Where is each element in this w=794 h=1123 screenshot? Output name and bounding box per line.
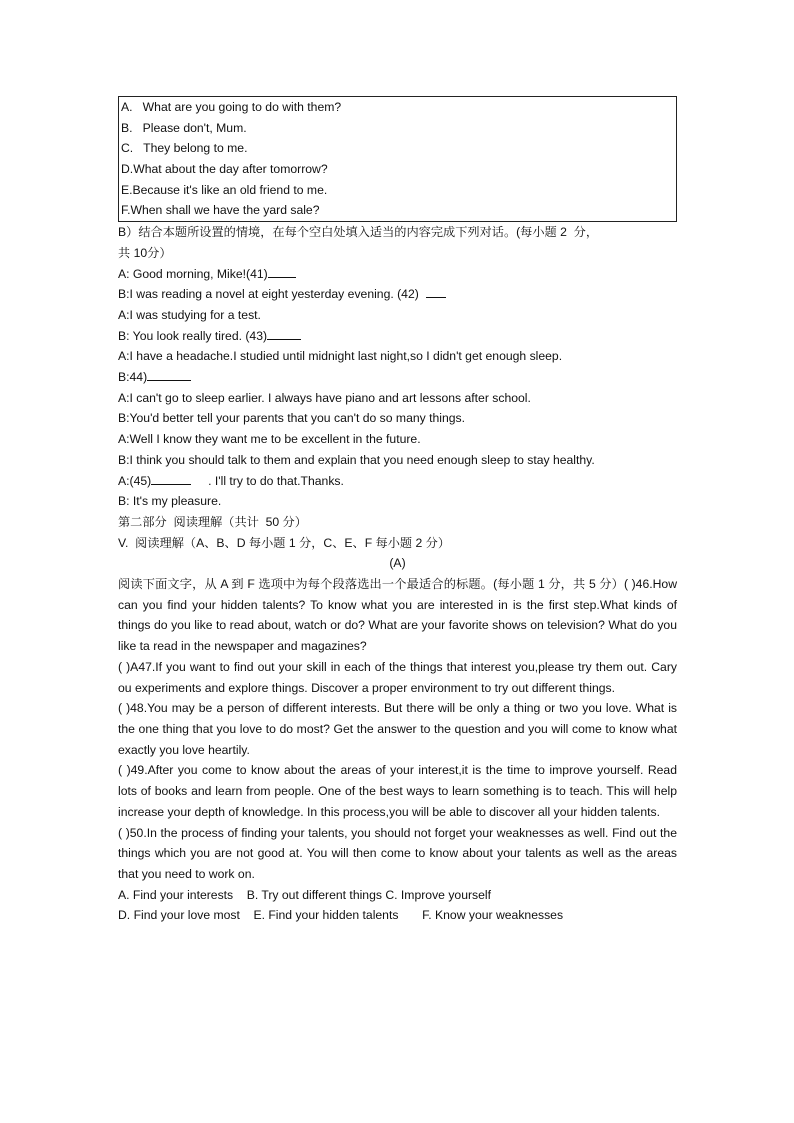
paragraph-47: ( )A47.If you want to find out your skill in each of the things that interest you,please try them out. Cary ou experiments and explore things. Discover a proper environment to try out different things. [118, 659, 677, 695]
dialogue-line [118, 388, 677, 409]
dialogue-line [118, 471, 677, 492]
passage-block [118, 574, 677, 657]
dialogue-line [118, 367, 677, 388]
dialogue-line [118, 429, 677, 450]
part5-title: V. 阅读理解（A、B、D 每小题 1 分，C、E、F 每小题 2 分） [118, 535, 451, 550]
part2-title: 第二部分 阅读理解（共计 50 分） [118, 514, 307, 529]
dialogue-text: B: It's my pleasure. [118, 494, 222, 509]
options-box [118, 96, 677, 222]
document-page [118, 96, 677, 926]
dialogue-text: A:Well I know they want me to be excellent in the future. [118, 432, 421, 447]
dialogue-line [118, 491, 677, 512]
paragraph-49: ( )49.After you come to know about the areas of your interest,it is the time to improve yourself. Read lots of books and learn from people. One of the best ways to learn something is to teach. This will help increase your depth of knowledge. In this process,you will be able to discover all your hidden talents. [118, 763, 677, 819]
option-e: E.Because it's like an old friend to me. [121, 182, 328, 197]
section-b-instruction: B）结合本题所设置的情境，在每个空白处填入适当的内容完成下列对话。(每小题 2 分， [118, 225, 599, 240]
dialogue-line [118, 264, 677, 285]
passage-instruction: 阅读下面文字，从 A 到 F 选项中为每个段落选出一个最适合的标题。(每小题 1 分，共 5 分） [118, 577, 624, 592]
option-c: C. They belong to me. [121, 141, 248, 156]
answer-blank[interactable] [268, 265, 296, 278]
dialogue-text: A:I was studying for a test. [118, 307, 261, 322]
dialogue-text: A:I have a headache.I studied until midnight last night,so I didn't get enough sleep. [118, 349, 563, 364]
dialogue-text: B:I think you should talk to them and explain that you need enough sleep to stay healthy. [118, 452, 595, 467]
option-f: F.When shall we have the yard sale? [121, 203, 320, 218]
dialogue-line [118, 305, 677, 326]
answer-blank[interactable] [151, 472, 191, 485]
option-d: D.What about the day after tomorrow? [121, 162, 328, 177]
answer-blank[interactable] [267, 327, 301, 340]
paragraph-48: ( )48.You may be a person of different interests. But there will be only a thing or two you love. What is the one thing that you love to do most? Get the answer to the question and you will come to know what exactly you love heartily. [118, 701, 677, 757]
answer-blank[interactable] [147, 368, 191, 381]
paragraph-50: ( )50.In the process of finding your talents, you should not forget your weaknesses as well. Find out the things which you are not good at. You will then come to know about your talents as well as the areas that you need to work on. [118, 825, 677, 881]
answer-options-row-1: A. Find your interests B. Try out different things C. Improve yourself [118, 887, 492, 902]
answer-blank[interactable] [426, 285, 446, 298]
dialogue-text: A: Good morning, Mike!(41) [118, 266, 268, 281]
dialogue-text: B: You look really tired. (43) [118, 328, 268, 343]
option-b: B. Please don't, Mum. [121, 120, 247, 135]
dialogue-line [118, 326, 677, 347]
dialogue-text: B:44) [118, 370, 148, 385]
dialogue-text: B:I was reading a novel at eight yesterday evening. (42) [118, 287, 426, 302]
option-a: A. What are you going to do with them? [121, 100, 342, 114]
paragraph-46: ( )46.How can you find your hidden talents? To know what you are interested in is the first step.What kinds of things do you like to read about, watch or do? What are your favorite shows on television? What do you like ta read in the newspaper and magazines? [118, 577, 677, 654]
dialogue-text: A:(45) [118, 473, 152, 488]
dialogue-line [118, 346, 677, 367]
dialogue [118, 264, 677, 512]
dialogue-text: B:You'd better tell your parents that you can't do so many things. [118, 411, 466, 426]
answer-options-row-2: D. Find your love most E. Find your hidden talents F. Know your weaknesses [118, 908, 564, 923]
dialogue-line [118, 450, 677, 471]
section-b-instruction-cont: 共 10分） [118, 245, 172, 260]
dialogue-line [118, 284, 677, 305]
dialogue-line [118, 408, 677, 429]
dialogue-text-after-blank: . I'll try to do that.Thanks. [191, 473, 344, 488]
passage-label: (A) [389, 556, 406, 571]
dialogue-text: A:I can't go to sleep earlier. I always have piano and art lessons after school. [118, 390, 531, 405]
